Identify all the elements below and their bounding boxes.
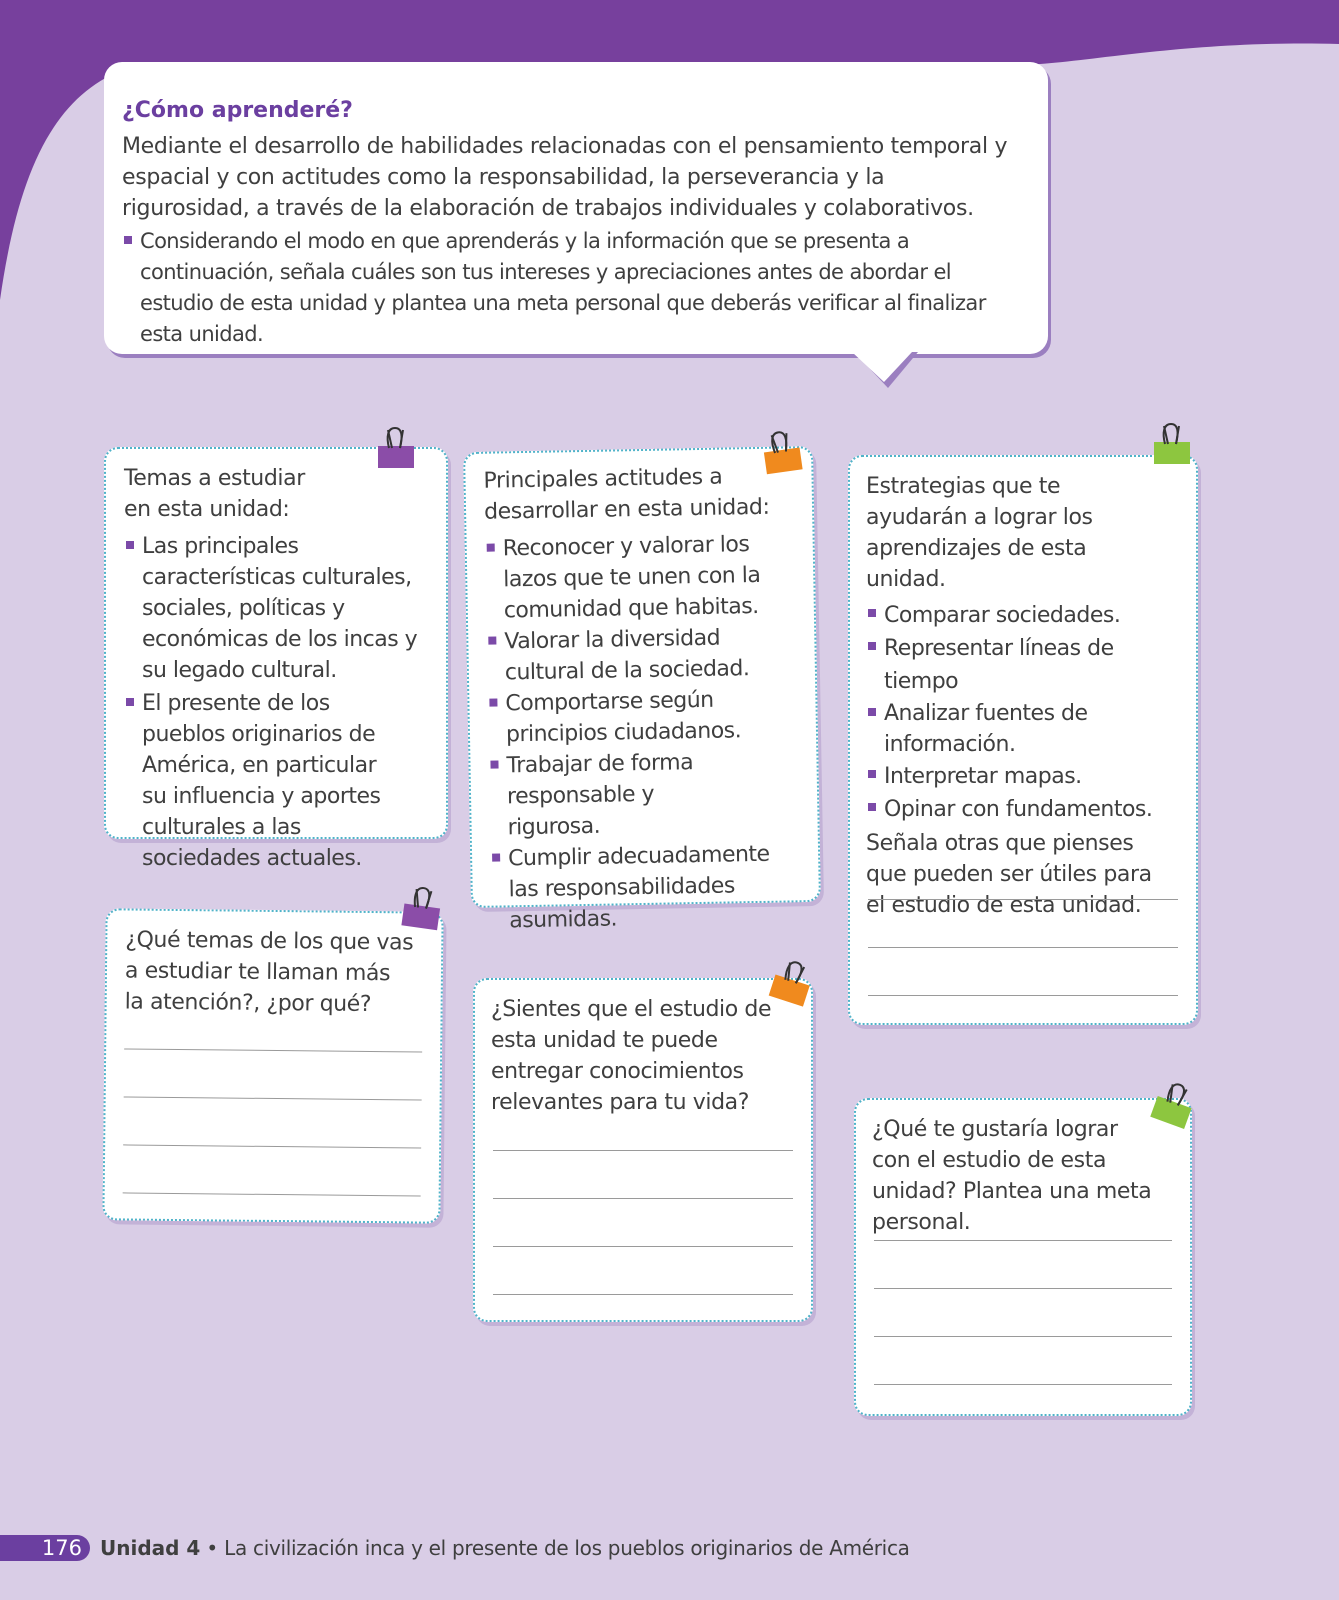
square-bullet-icon — [868, 770, 876, 778]
attitudes-item-text: Valorar la diversidad cultural de la sociedad. — [504, 625, 750, 686]
square-bullet-icon — [487, 544, 495, 552]
question-goal-answer-lines[interactable] — [874, 1240, 1172, 1385]
attitudes-card-title: Principales actitudes a desarrollar en esta unidad: — [483, 464, 770, 525]
square-bullet-icon — [868, 642, 876, 650]
answer-line[interactable] — [874, 1288, 1172, 1289]
answer-line[interactable] — [123, 1144, 421, 1148]
topics-list-item — [124, 688, 430, 874]
strategies-item-text: Representar líneas de tiempo — [884, 636, 1114, 694]
how-will-i-learn-heading: ¿Cómo aprenderé? — [122, 98, 353, 123]
strategies-list-item — [866, 599, 1180, 632]
answer-line[interactable] — [124, 1048, 422, 1052]
square-bullet-icon — [126, 698, 134, 706]
strategies-answer-lines[interactable] — [868, 899, 1178, 996]
strategies-list-item — [866, 698, 1180, 760]
strategies-item-text: Comparar sociedades. — [884, 603, 1121, 628]
attitudes-item-text: Cumplir adecuadamente las responsabilidades asumidas. — [507, 841, 770, 934]
topics-card — [104, 447, 448, 871]
page-number: 176 — [0, 1535, 90, 1561]
square-bullet-icon — [868, 609, 876, 617]
attitudes-list-item — [487, 683, 802, 750]
question-relevance-title: ¿Sientes que el estudio de esta unidad te puede entregar conocimientos relevantes para tu vida? — [491, 997, 772, 1115]
answer-line[interactable] — [493, 1150, 793, 1151]
intro-bullet-text: Considerando el modo en que aprenderás y la información que se presenta a continuación, señala cuáles son tus intereses y apreciaciones antes de abordar el estudio de esta unidad y plantea una meta personal que deberás verificar al finalizar esta unidad. — [140, 229, 986, 346]
question-relevance-card — [473, 978, 813, 1322]
strategies-card — [848, 455, 1198, 1025]
strategies-list — [866, 599, 1180, 826]
strategies-item-text: Analizar fuentes de información. — [884, 701, 1088, 757]
answer-line[interactable] — [868, 899, 1178, 900]
answer-line[interactable] — [874, 1336, 1172, 1337]
square-bullet-icon — [490, 761, 498, 769]
question-goal-title: ¿Qué te gustaría lograr con el estudio de esta unidad? Plantea una meta personal. — [872, 1117, 1152, 1235]
square-bullet-icon — [488, 637, 496, 645]
attitudes-card — [463, 446, 821, 934]
topics-item-text: El presente de los pueblos originarios de América, en particular su influencia y aportes culturales a las sociedades actuales. — [142, 691, 381, 871]
answer-line[interactable] — [123, 1192, 421, 1196]
answer-line[interactable] — [493, 1246, 793, 1247]
attitudes-list-item — [484, 528, 800, 626]
answer-line[interactable] — [874, 1384, 1172, 1385]
topics-list — [124, 531, 430, 874]
attitudes-list-item — [488, 745, 804, 843]
square-bullet-icon — [124, 236, 132, 244]
strategies-list-item — [866, 632, 1180, 698]
attitudes-item-text: Trabajar de forma responsable y rigurosa. — [506, 750, 694, 841]
answer-line[interactable] — [493, 1294, 793, 1295]
binder-clip-purple-icon — [376, 424, 416, 472]
question-topics-title: ¿Qué temas de los que vas a estudiar te llaman más la atención?, ¿por qué? — [124, 927, 414, 1018]
answer-line[interactable] — [493, 1198, 793, 1199]
page-footer — [0, 1533, 1000, 1563]
question-topics-answer-lines[interactable] — [123, 1048, 423, 1196]
topics-list-item — [124, 531, 430, 686]
strategies-card-title: Estrategias que te ayudarán a lograr los aprendizajes de esta unidad. — [866, 474, 1093, 592]
answer-line[interactable] — [874, 1240, 1172, 1241]
strategies-list-item — [866, 760, 1180, 793]
question-goal-card — [854, 1098, 1192, 1416]
question-topics-card — [102, 908, 443, 1224]
square-bullet-icon — [492, 854, 500, 862]
unit-subtitle: La civilización inca y el presente de los pueblos originarios de América — [224, 1536, 910, 1560]
answer-line[interactable] — [124, 1096, 422, 1100]
attitudes-item-text: Reconocer y valorar los lazos que te unen con la comunidad que habitas. — [502, 532, 761, 624]
binder-clip-green-icon — [1152, 420, 1192, 468]
square-bullet-icon — [126, 541, 134, 549]
speech-tail — [852, 352, 922, 402]
attitudes-list-item — [486, 621, 801, 688]
square-bullet-icon — [489, 699, 497, 707]
strategies-closing-text: Señala otras que pienses que pueden ser útiles para el estudio de esta unidad. — [866, 831, 1152, 918]
topics-card-title: Temas a estudiar en esta unidad: — [124, 466, 305, 522]
intro-bullet-list — [122, 226, 1018, 350]
strategies-list-item — [866, 793, 1180, 826]
binder-clip-orange-icon — [759, 425, 805, 478]
topics-item-text: Las principales características culturales, sociales, políticas y económicas de los incas y su legado cultural. — [142, 534, 418, 683]
footer-separator: • — [206, 1536, 219, 1560]
question-relevance-answer-lines[interactable] — [493, 1150, 793, 1295]
intro-bullet-item — [122, 226, 1018, 350]
attitudes-item-text: Comportarse según principios ciudadanos. — [505, 687, 742, 748]
attitudes-list-item — [490, 838, 806, 936]
square-bullet-icon — [868, 803, 876, 811]
square-bullet-icon — [868, 708, 876, 716]
how-will-i-learn-box — [104, 62, 1048, 354]
strategies-item-text: Opinar con fundamentos. — [884, 797, 1153, 822]
binder-clip-purple-icon — [399, 881, 445, 934]
strategies-item-text: Interpretar mapas. — [884, 764, 1082, 789]
unit-label: Unidad 4 — [100, 1536, 201, 1560]
attitudes-list — [484, 528, 805, 936]
answer-line[interactable] — [868, 995, 1178, 996]
answer-line[interactable] — [868, 947, 1178, 948]
intro-paragraph: Mediante el desarrollo de habilidades relacionadas con el pensamiento temporal y espacial y con actitudes como la responsabilidad, la perseverancia y la rigurosidad, a través de la elaboración de trabajos individuales y colaborativos. — [122, 134, 1008, 221]
